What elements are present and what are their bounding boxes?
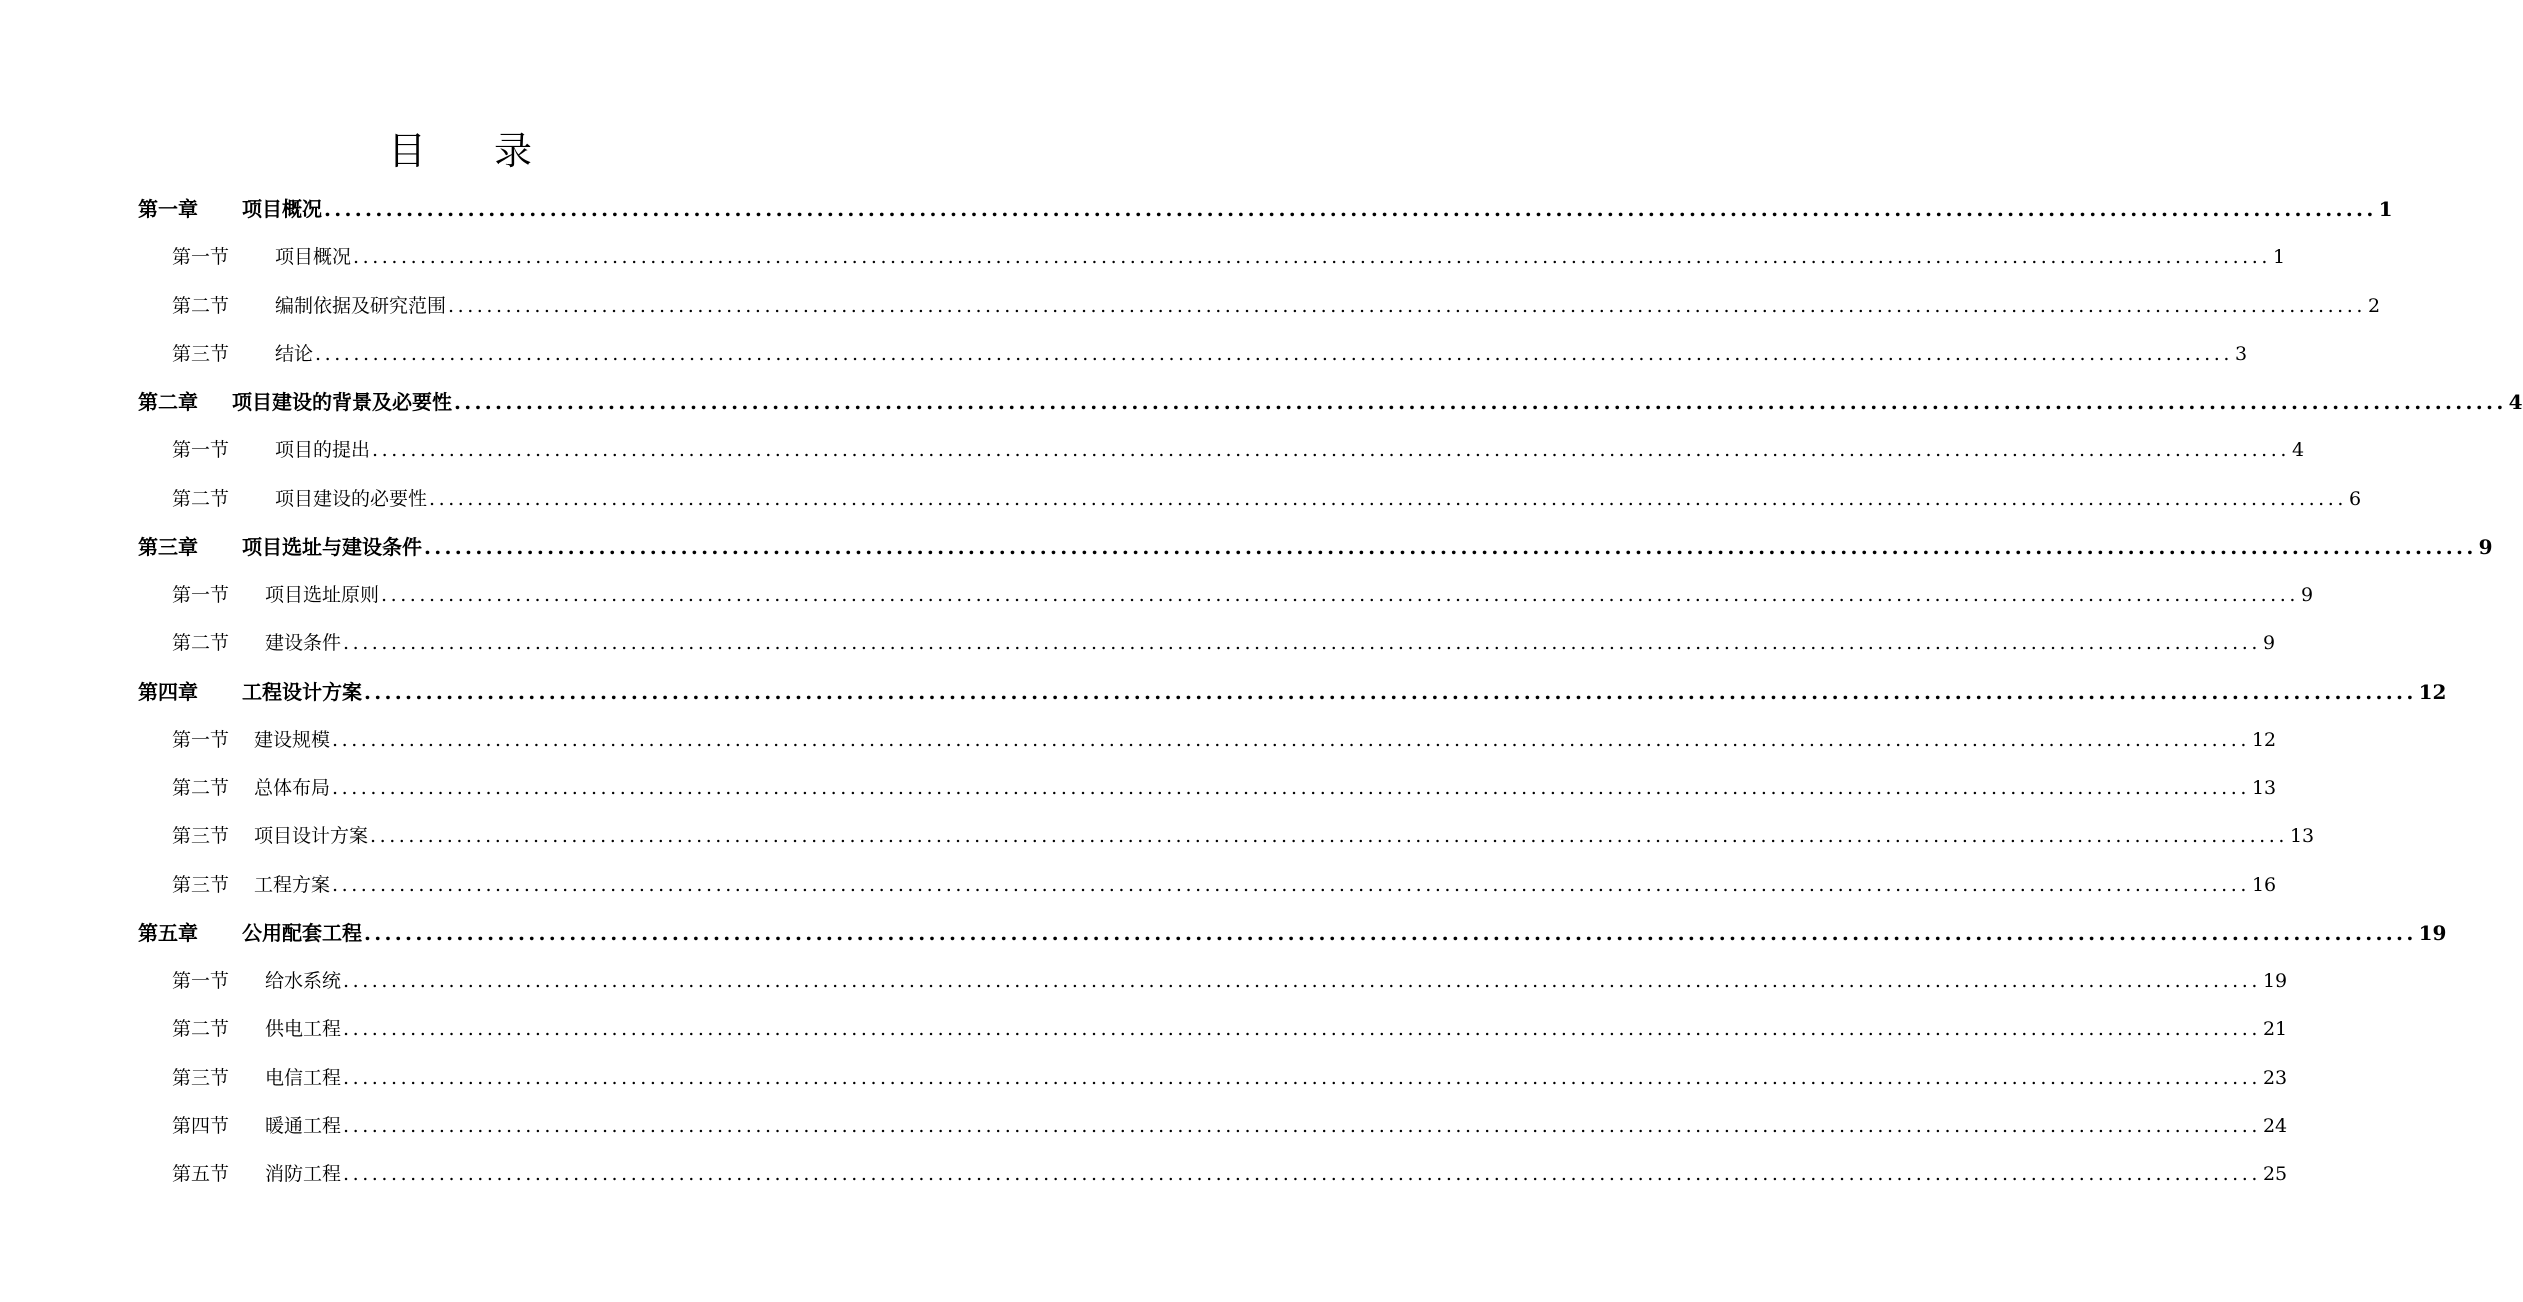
toc-entry-number: 第四节 xyxy=(172,1114,230,1137)
toc-entry-number: 第一节 xyxy=(172,246,230,269)
toc-leader-dots: ........................................................................................................................................................................................................ xyxy=(454,390,2507,414)
toc-section-entry[interactable] xyxy=(172,291,2381,321)
toc-leader-dots: ........................................................................................................................................................................................................ xyxy=(424,534,2477,559)
toc-entry-title: 工程设计方案 xyxy=(242,679,362,704)
toc-leader-dots: ........................................................................................................................................................................................................ xyxy=(429,487,2347,510)
toc-entry-title: 项目概况 xyxy=(275,246,352,269)
toc-title-right: 录 xyxy=(494,129,533,173)
toc-chapter-entry[interactable] xyxy=(138,194,2393,224)
toc-entry-title: 建设规模 xyxy=(254,728,331,751)
toc-entry-title: 项目概况 xyxy=(242,197,322,221)
toc-leader-dots: ........................................................................................................................................................................................................ xyxy=(372,439,2290,462)
toc-entry-number: 第一节 xyxy=(172,584,230,606)
toc-page-number: 9 xyxy=(2262,632,2276,655)
toc-leader-dots: ........................................................................................................................................................................................................ xyxy=(332,728,2250,751)
toc-page-number: 25 xyxy=(2262,1163,2288,1185)
toc-entry-number: 第三章 xyxy=(138,534,198,559)
toc-entry-title: 项目设计方案 xyxy=(254,825,369,848)
toc-entry-title: 编制依据及研究范围 xyxy=(275,294,447,317)
toc-entry-title: 项目选址原则 xyxy=(265,584,380,606)
toc-leader-dots: ........................................................................................................................................................................................................ xyxy=(343,970,2261,992)
toc-entry-title: 项目建设的必要性 xyxy=(275,487,428,510)
toc-leader-dots: ........................................................................................................................................................................................................ xyxy=(343,632,2261,655)
toc-entry-title: 结论 xyxy=(275,342,314,365)
toc-section-entry[interactable] xyxy=(172,725,2277,755)
toc-section-entry[interactable] xyxy=(172,773,2277,803)
toc-entry-title: 供电工程 xyxy=(265,1018,342,1041)
toc-entry-number: 第三节 xyxy=(172,1066,230,1089)
toc-chapter-entry[interactable] xyxy=(138,532,2493,562)
toc-section-entry[interactable] xyxy=(172,339,2248,369)
toc-entry-number: 第一节 xyxy=(172,728,230,751)
toc-page-number: 6 xyxy=(2348,487,2362,510)
toc-entry-title: 建设条件 xyxy=(265,632,342,655)
toc-entry-number: 第三节 xyxy=(172,342,230,365)
toc-chapter-entry[interactable] xyxy=(138,918,2447,948)
toc-chapter-entry[interactable] xyxy=(138,387,2523,417)
toc-leader-dots: ........................................................................................................................................................................................................ xyxy=(332,777,2250,799)
toc-page-number: 23 xyxy=(2262,1066,2288,1089)
toc-entry-title: 给水系统 xyxy=(265,970,342,992)
toc-entry-title: 公用配套工程 xyxy=(242,920,362,945)
toc-page-number: 3 xyxy=(2234,342,2248,365)
toc-entry-title: 暖通工程 xyxy=(265,1114,342,1137)
toc-section-entry[interactable] xyxy=(172,242,2286,272)
toc-leader-dots: ........................................................................................................................................................................................................ xyxy=(381,584,2299,606)
toc-section-entry[interactable] xyxy=(172,1111,2288,1141)
toc-entry-number: 第二节 xyxy=(172,1018,230,1041)
toc-entry-title: 总体布局 xyxy=(254,777,331,799)
toc-entry-number: 第三节 xyxy=(172,873,230,896)
toc-leader-dots: ........................................................................................................................................................................................................ xyxy=(343,1114,2261,1137)
toc-entry-number: 第二节 xyxy=(172,487,230,510)
toc-section-entry[interactable] xyxy=(172,821,2315,851)
toc-page-number: 1 xyxy=(2378,197,2393,221)
toc-page-number: 12 xyxy=(2418,679,2447,704)
toc-leader-dots: ........................................................................................................................................................................................................ xyxy=(364,920,2417,945)
toc-leader-dots: ........................................................................................................................................................................................................ xyxy=(364,679,2417,704)
toc-page-number: 19 xyxy=(2262,970,2288,992)
toc-page-number: 13 xyxy=(2251,777,2277,799)
toc-leader-dots: ........................................................................................................................................................................................................ xyxy=(324,197,2377,221)
toc-page-number: 19 xyxy=(2418,920,2447,945)
toc-section-entry[interactable] xyxy=(172,966,2288,996)
toc-entry-number: 第二节 xyxy=(172,632,230,655)
toc-section-entry[interactable] xyxy=(172,580,2314,610)
toc-section-entry[interactable] xyxy=(172,1159,2288,1189)
toc-entry-title: 项目的提出 xyxy=(275,439,371,462)
toc-section-entry[interactable] xyxy=(172,435,2305,465)
toc-page-number: 13 xyxy=(2289,825,2315,848)
toc-entry-number: 第三节 xyxy=(172,825,230,848)
toc-page-number: 24 xyxy=(2262,1114,2288,1137)
toc-page-number: 9 xyxy=(2478,534,2493,559)
toc-entry-title: 项目选址与建设条件 xyxy=(242,534,422,559)
toc-entry-number: 第一节 xyxy=(172,439,230,462)
toc-section-entry[interactable] xyxy=(172,870,2277,900)
toc-section-entry[interactable] xyxy=(172,628,2276,658)
toc-entry-number: 第四章 xyxy=(138,679,198,704)
toc-leader-dots: ........................................................................................................................................................................................................ xyxy=(343,1066,2261,1089)
toc-entry-number: 第二节 xyxy=(172,294,230,317)
toc-page-number: 2 xyxy=(2367,294,2381,317)
toc-entry-number: 第二章 xyxy=(138,390,198,414)
toc-entry-number: 第五章 xyxy=(138,920,198,945)
toc-page-number: 4 xyxy=(2508,390,2523,414)
toc-entry-number: 第二节 xyxy=(172,777,230,799)
toc-section-entry[interactable] xyxy=(172,1063,2288,1093)
toc-leader-dots: ........................................................................................................................................................................................................ xyxy=(343,1163,2261,1185)
toc-leader-dots: ........................................................................................................................................................................................................ xyxy=(370,825,2288,848)
toc-section-entry[interactable] xyxy=(172,1014,2288,1044)
toc-leader-dots: ........................................................................................................................................................................................................ xyxy=(353,246,2271,269)
toc-leader-dots: ........................................................................................................................................................................................................ xyxy=(343,1018,2261,1041)
toc-page-number: 16 xyxy=(2251,873,2277,896)
toc-page-number: 9 xyxy=(2300,584,2314,606)
toc-page-number: 4 xyxy=(2291,439,2305,462)
toc-entry-title: 项目建设的背景及必要性 xyxy=(232,390,452,414)
toc-title-left: 目 xyxy=(387,129,426,173)
toc-leader-dots: ........................................................................................................................................................................................................ xyxy=(448,294,2366,317)
toc-section-entry[interactable] xyxy=(172,484,2362,514)
toc-leader-dots: ........................................................................................................................................................................................................ xyxy=(332,873,2250,896)
toc-entry-number: 第五节 xyxy=(172,1163,230,1185)
toc-entry-title: 工程方案 xyxy=(254,873,331,896)
toc-entry-number: 第一节 xyxy=(172,970,230,992)
toc-leader-dots: ........................................................................................................................................................................................................ xyxy=(315,342,2233,365)
toc-chapter-entry[interactable] xyxy=(138,677,2447,707)
toc-entry-title: 电信工程 xyxy=(265,1066,342,1089)
toc-page-number: 1 xyxy=(2272,246,2286,269)
toc-page-number: 21 xyxy=(2262,1018,2288,1041)
toc-entry-title: 消防工程 xyxy=(265,1163,342,1185)
toc-entry-number: 第一章 xyxy=(138,197,198,221)
toc-page-number: 12 xyxy=(2251,728,2277,751)
